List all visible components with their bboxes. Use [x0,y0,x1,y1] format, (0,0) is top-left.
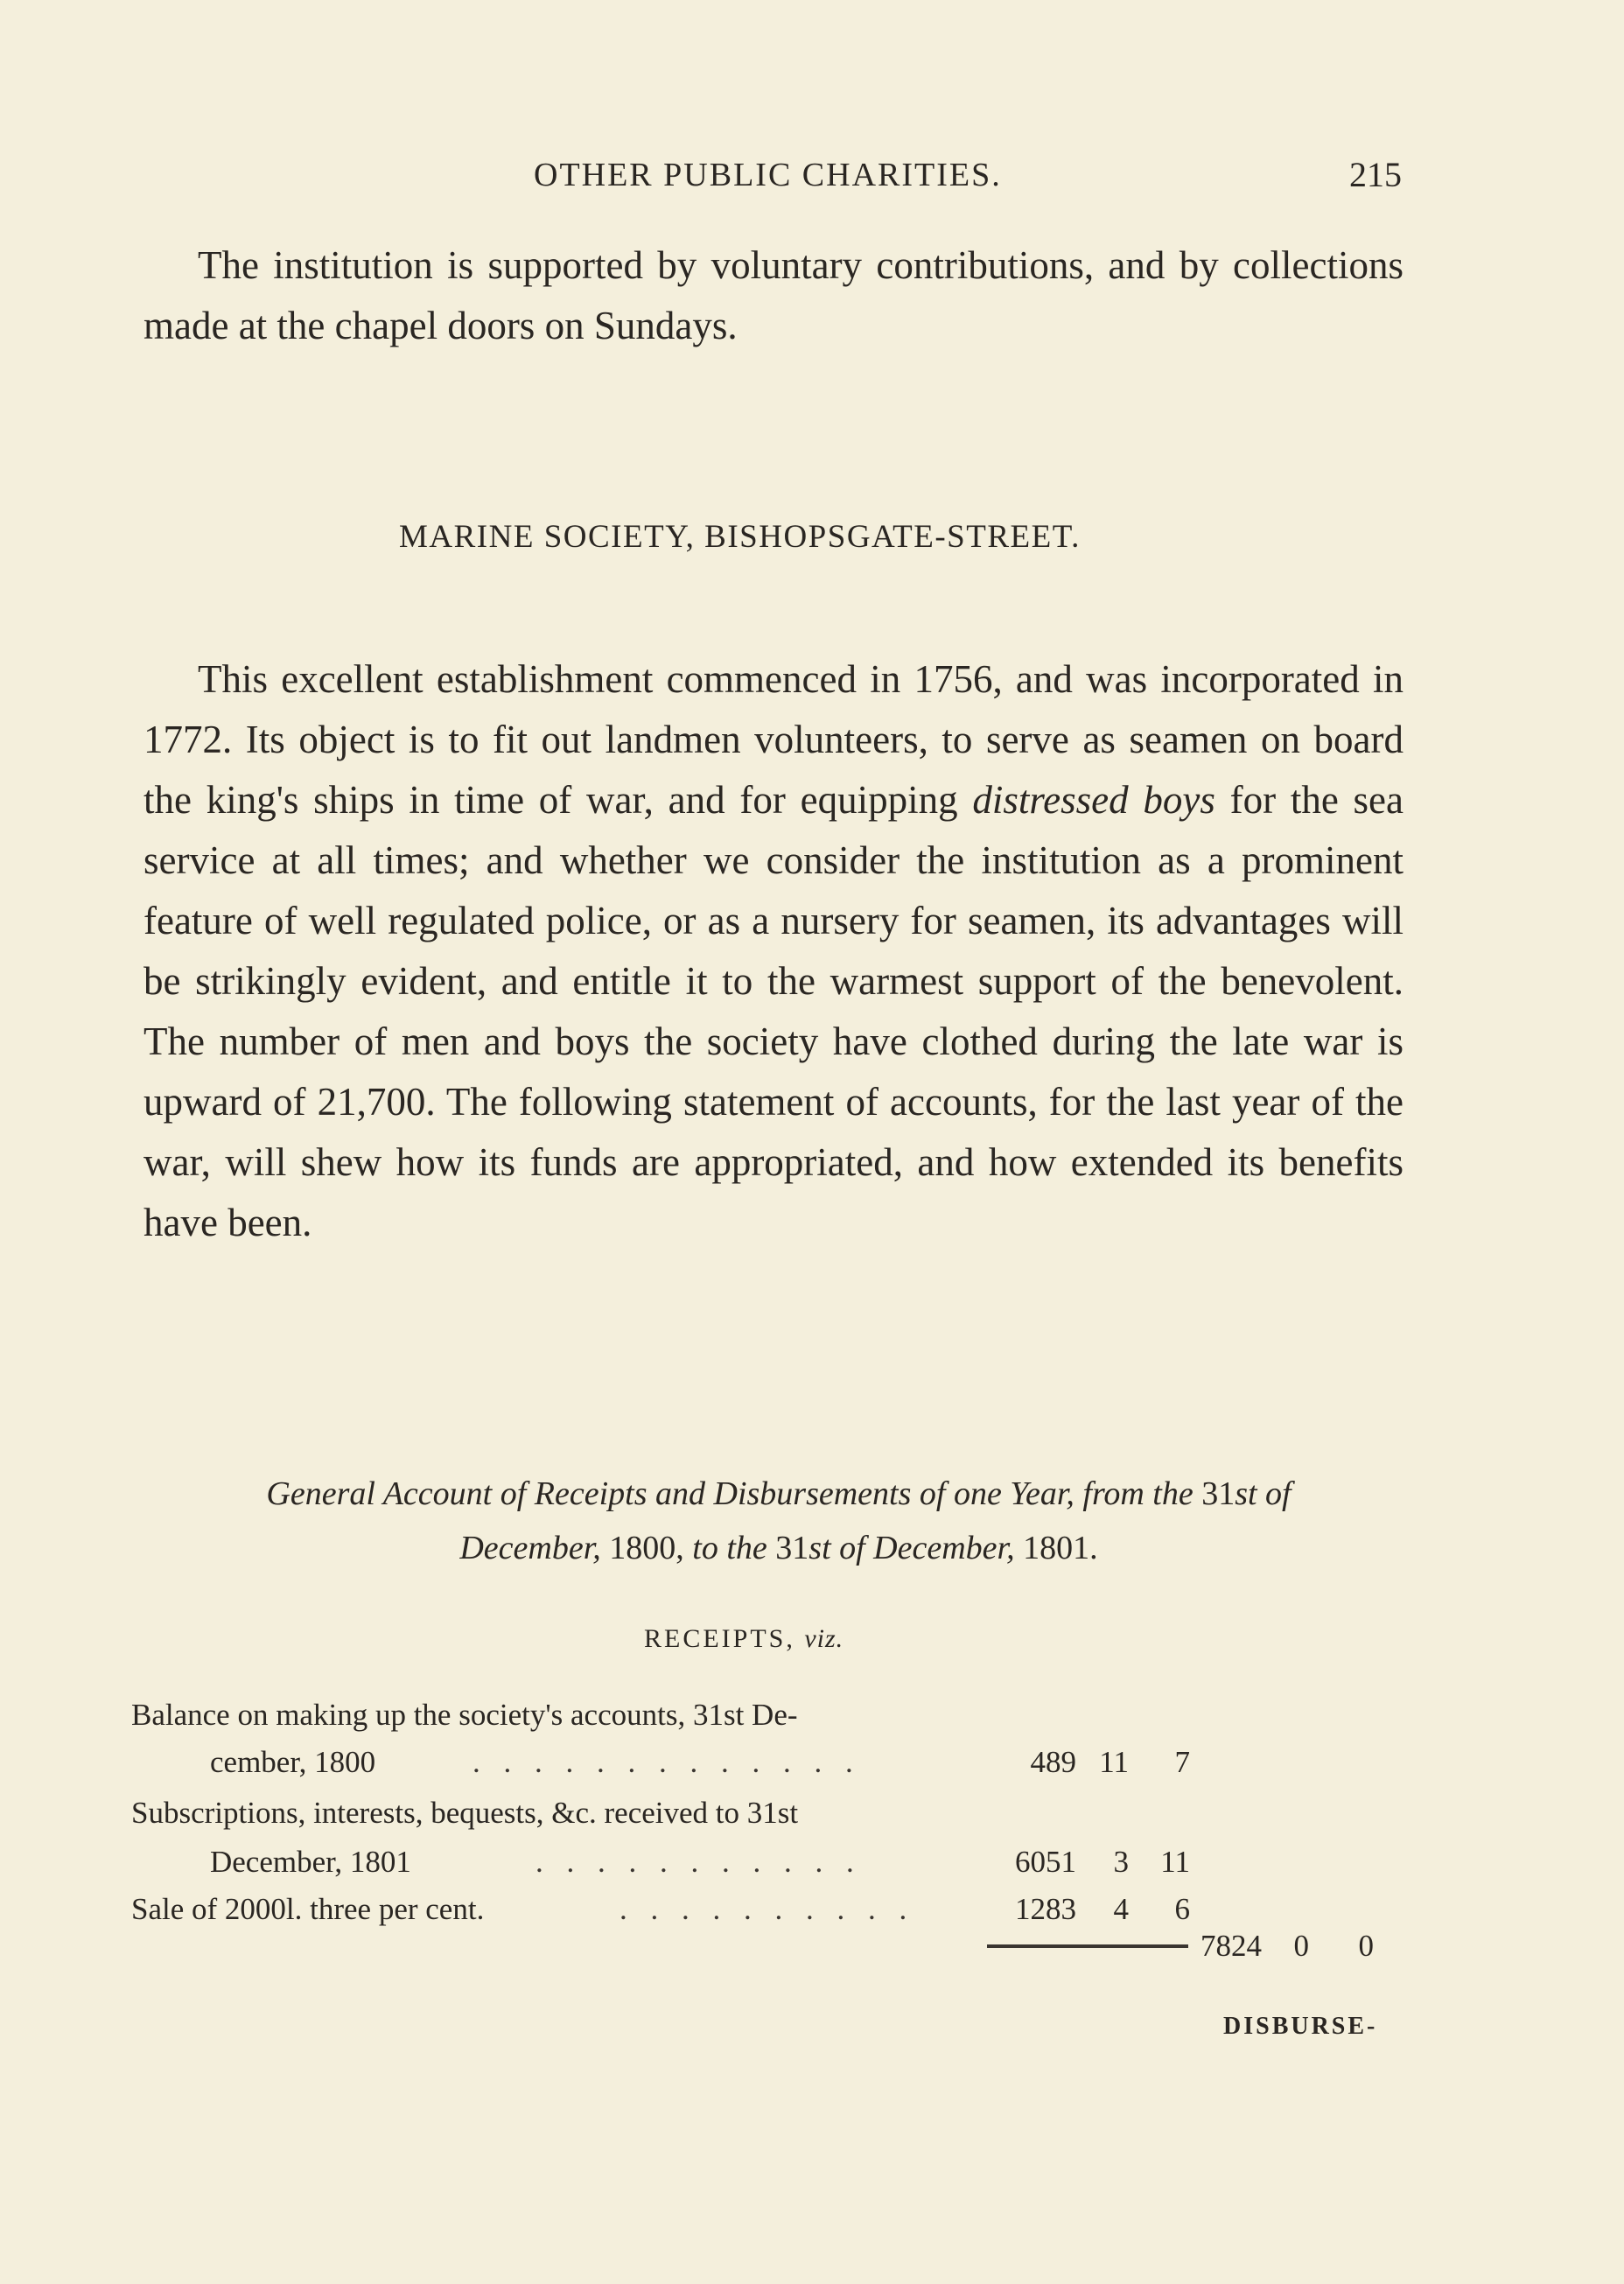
receipt-item-line: December, 1801 [210,1845,411,1879]
receipts-heading-label: RECEIPTS, [644,1624,795,1653]
amount-pounds: 1283 [1015,1892,1076,1926]
paragraph-text-end: for the sea service at all times; and whether we consider the institution as a prominent feature of well regulated police, or as a nursery for seamen, its advantages will be strikingly evident, and entitle it to the warmest support of the benevolent. The number of men and boys the society have clothed during the late war is upward of 21,700. The following statement of accounts, for the last year of the war, will shew how its funds are appropriated, and how extended its benefits have been. [144,778,1404,1244]
total-pounds: 7824 [1200,1929,1262,1963]
account-title-month: December, [459,1530,601,1566]
receipt-item-line: Sale of 2000l. three per cent. [131,1892,485,1926]
receipt-item-line: cember, 1800 [210,1745,376,1779]
amount-pence: 11 [1160,1845,1190,1879]
leader-dots: . . . . . . . . . . . . . [472,1745,861,1779]
total-rule [987,1944,1188,1948]
amount-pence: 7 [1174,1745,1190,1779]
account-title-year: 1801. [1023,1530,1098,1566]
total-shillings: 0 [1293,1929,1309,1963]
account-title-year: 1800, [609,1530,684,1566]
receipt-item-line: Subscriptions, interests, bequests, &c. received to 31st [131,1796,799,1830]
leader-dots: . . . . . . . . . . [620,1892,915,1926]
amount-pence: 6 [1174,1892,1190,1926]
receipts-heading [644,1624,844,1654]
catchword: DISBURSE- [1223,2013,1378,2040]
account-title-day: 31 [1201,1475,1236,1512]
amount-shillings: 3 [1113,1845,1129,1879]
account-title [140,1467,1418,1575]
section-heading: MARINE SOCIETY, BISHOPSGATE-STREET. [399,519,1081,555]
running-title: OTHER PUBLIC CHARITIES. [534,157,1002,193]
amount-shillings: 11 [1099,1745,1129,1779]
account-title-day: 31 [775,1530,809,1566]
account-title-part: st of [1235,1475,1292,1512]
paragraph-italic-phrase: distressed boys [972,778,1215,822]
amount-pounds: 6051 [1015,1845,1076,1879]
receipts-heading-viz: viz. [804,1624,844,1653]
leader-dots: . . . . . . . . . . . [536,1845,862,1879]
marine-society-paragraph [144,649,1404,1253]
paragraph-text-start: This excellent establishment commenced in 1756, and was incorporated in 1772. Its object is to fit out landmen volunteers, to serve as seamen on board the king's ships in time of war, and for equipping [144,657,1404,822]
total-pence: 0 [1358,1929,1374,1963]
account-title-part: st of December, [808,1530,1015,1566]
account-title-part: to the [692,1530,767,1566]
receipt-item-line: Balance on making up the society's accounts, 31st De- [131,1698,798,1732]
amount-shillings: 4 [1113,1892,1129,1926]
account-title-part: General Account of Receipts and Disbursements of one Year, from the [266,1475,1194,1512]
intro-paragraph: The institution is supported by voluntary contributions, and by collections made at the chapel doors on Sundays. [144,243,1404,347]
amount-pounds: 489 [1030,1745,1076,1779]
page-number: 215 [1349,155,1402,194]
